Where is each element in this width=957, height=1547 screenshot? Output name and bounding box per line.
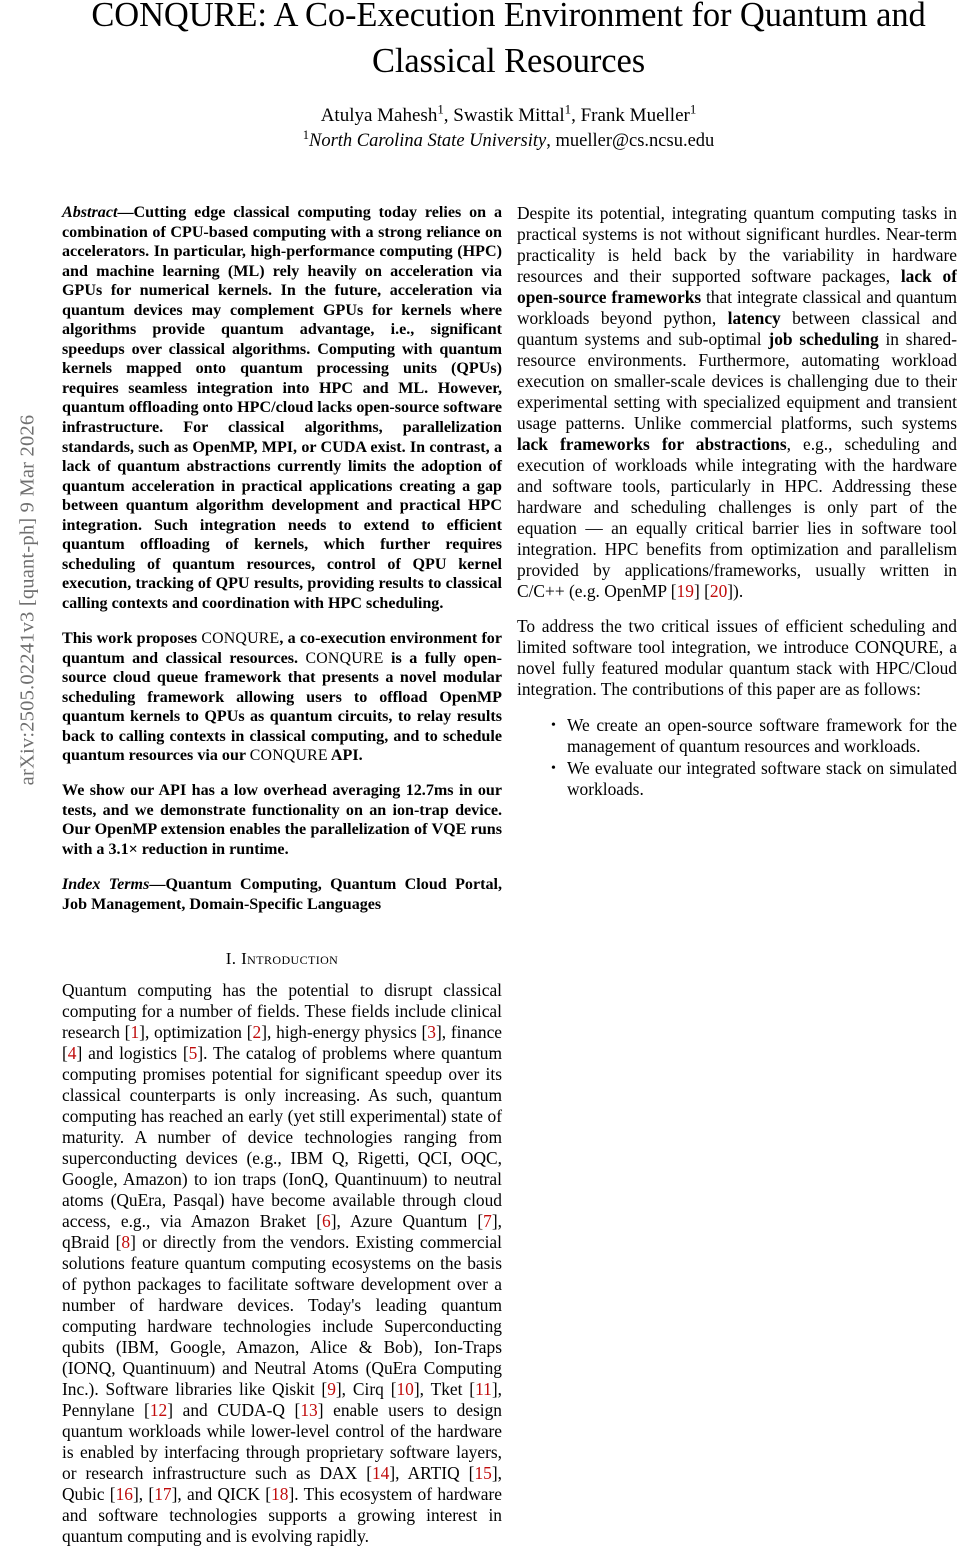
intro-t15: ], ARTIQ [: [389, 1463, 475, 1484]
affiliation-sep: ,: [546, 131, 556, 151]
citation-11[interactable]: 11: [475, 1379, 492, 1400]
intro-t13: ] and CUDA-Q [: [167, 1400, 301, 1421]
intro-paragraph-1: [62, 980, 502, 1547]
intro2-t7: ]).: [727, 581, 744, 601]
citation-2[interactable]: 2: [252, 1022, 262, 1043]
right-column: [517, 203, 957, 801]
intro2-t3: between classical and quantum systems and sub-optimal: [517, 308, 957, 349]
intro-t2: ], optimization [: [139, 1022, 253, 1043]
title-block: [60, 0, 957, 153]
index-terms: [62, 875, 502, 914]
intro-t19: ]. This ecosystem of hardware and software technologies supports a growing interest in quantum computing and is evolving rapidly.: [62, 1484, 503, 1547]
intro-t18: ], and QICK [: [171, 1484, 272, 1505]
abstract-paragraph-1: [62, 203, 502, 613]
index-terms-dash: —: [149, 876, 166, 893]
abstract-label: Abstract: [62, 204, 118, 221]
emphasis-job-scheduling: job scheduling: [768, 329, 879, 349]
index-terms-label: Index Terms: [62, 876, 150, 893]
citation-3[interactable]: 3: [427, 1022, 436, 1043]
section-heading-introduction: I. Introduction: [225, 949, 339, 969]
conqure-smallcaps-2: CONQURE: [305, 649, 384, 667]
citation-17[interactable]: 17: [154, 1484, 172, 1505]
citation-4[interactable]: 4: [67, 1043, 77, 1064]
citation-7[interactable]: 7: [483, 1211, 492, 1232]
affiliation-institution: North Carolina State University: [308, 131, 547, 151]
abstract-text-2d: API.: [327, 747, 363, 765]
intro-t1: Quantum computing has the potential to disrupt classical computing for a number of fields. These fields include clinical research [: [62, 980, 502, 1043]
list-item: • We evaluate our integrated software stack on simulated workloads.: [551, 758, 957, 800]
emphasis-latency: latency: [727, 308, 781, 328]
emphasis-lack-frameworks-for-abstractions: lack frameworks for abstractions: [517, 434, 787, 454]
author-2: Swastik Mittal: [453, 105, 565, 126]
citation-13[interactable]: 13: [300, 1400, 318, 1421]
list-item: • We create an open-source software framework for the management of quantum resources and workloads.: [551, 715, 957, 757]
abstract-paragraph-3: We show our API has a low overhead averaging 12.7ms in our tests, and we demonstrate functionality on an ion-trap device. Our OpenMP extension enables the parallelization of VQE runs with a 3.1× reduction in runtime.: [62, 782, 502, 858]
intro-t11: ], Tket [: [413, 1379, 476, 1400]
abstract-paragraph-2: [62, 629, 502, 766]
intro-t14: ] enable users to design quantum workloads while lower-level control of the hardware is enabled by interfacing through proprietary software layers, or research infrastructure such as DAX [: [62, 1400, 502, 1484]
citation-1[interactable]: 1: [130, 1022, 140, 1043]
intro-t3: ], high-energy physics [: [261, 1022, 428, 1043]
intro-paragraph-2: [517, 203, 957, 602]
citation-6[interactable]: 6: [322, 1211, 331, 1232]
author-3: Frank Mueller: [580, 105, 690, 126]
intro-paragraph-3: To address the two critical issues of efficient scheduling and limited software tool integration, we introduce CONQURE, a novel fully featured modular quantum stack with HPC/Cloud integration. The contributions of this paper are as follows:: [517, 616, 957, 699]
arxiv-stamp-text: arXiv:2505.02241v3 [quant-ph] 9 Mar 2026: [16, 414, 39, 786]
citation-14[interactable]: 14: [371, 1463, 390, 1484]
citation-20[interactable]: 20: [709, 581, 728, 601]
intro-t12: ], Pennylane [: [62, 1379, 502, 1421]
abstract-dash: —: [117, 204, 134, 221]
intro-t16: ], Qubic [: [62, 1463, 502, 1505]
author-line: [60, 101, 957, 128]
citation-8[interactable]: 8: [121, 1232, 131, 1253]
intro-t10: ], Cirq [: [335, 1379, 397, 1400]
author-sep-1: ,: [443, 105, 454, 126]
author-3-affil-marker: 1: [689, 101, 697, 117]
left-column: [62, 203, 502, 1547]
intro-t8: ], qBraid [: [62, 1211, 503, 1253]
intro-t6: ]. The catalog of problems where quantum computing promises potential for significant speedup over its classical counterparts is only increasing. As such, quantum computing has reached an early (yet still experimental) state of maturity. A number of device technologies ranging from superconducting devices (e.g., IBM Q, Rigetti, QCI, OQC, Google, Amazon) to ion traps (IonQ, Quantinuum) to neutral atoms (QuEra, Pasqal) have become available through cloud access, e.g., via Amazon Braket [: [62, 1043, 502, 1232]
emphasis-lack-of-open-source-frameworks: lack of open-source frameworks: [517, 266, 957, 307]
author-sep-2: ,: [571, 105, 581, 126]
intro2-t2: that integrate classical and quantum workloads beyond python,: [517, 287, 957, 328]
conqure-smallcaps-3: CONQURE: [249, 747, 328, 765]
intro2-t5: , e.g., scheduling and execution of workloads while integrating with the hardware and software tools, particularly in HPC. Addressing these hardware and scheduling challenges is only part of the equation — an equally critical barrier lies in software tool integration. HPC benefits from optimization and parallelism provided by applications/frameworks, usually written in C/C++ (e.g. OpenMP [: [517, 434, 957, 601]
citation-5[interactable]: 5: [188, 1043, 198, 1064]
two-column-body: [62, 203, 957, 1547]
author-1: Atulya Mahesh: [320, 105, 438, 126]
intro2-t4: in shared-resource environments. Furthermore, automating workload execution on smaller-scale devices is challenging due to their experimental setting with specialized equipment and transient usage patterns. Unlike commercial platforms, such systems: [517, 329, 957, 433]
abstract-text-2a: This work proposes: [62, 629, 202, 647]
abstract-text-2b: , a co-execution environment for quantum and classical resources.: [62, 629, 502, 667]
citation-18[interactable]: 18: [271, 1484, 289, 1505]
citation-10[interactable]: 10: [396, 1379, 414, 1400]
intro2-t1: Despite its potential, integrating quantum computing tasks in practical systems is not without significant hurdles. Near-term practicality is held back by the variability in hardware resources and their supported software packages,: [517, 203, 957, 286]
abstract-text-2c: is a fully open-source cloud queue framework that presents a novel modular scheduling framework allowing users to offload OpenMP quantum kernels to QPUs as quantum circuits, to relay results back to calling contexts in classical computing, and to schedule quantum resources via our: [62, 649, 502, 765]
intro-t17: ], [: [132, 1484, 155, 1505]
affiliation-marker: 1: [302, 127, 309, 142]
citation-16[interactable]: 16: [115, 1484, 133, 1505]
citation-12[interactable]: 12: [149, 1400, 168, 1421]
contact-email: mueller@cs.ncsu.edu: [555, 131, 715, 151]
intro-t9: ] or directly from the vendors. Existing commercial solutions feature quantum computing ecosystems on the basis of python packages to facilitate software development over a number of hardware devices. Today's leading quantum computing hardware technologies include Superconducting qubits (IBM, Google, Amazon, Alice & Bob), Ion-Traps (IONQ, Quantinuum) and Neutral Atoms (QuEra Computing Inc.). Software libraries like Qiskit [: [62, 1232, 502, 1400]
page-title: CONQURE: A Co-Execution Environment for Quantum and Classical Resources: [91, 0, 926, 80]
author-1-affil-marker: 1: [437, 101, 444, 117]
intro-t5: ] and logistics [: [76, 1043, 189, 1064]
conqure-smallcaps-1: CONQURE: [201, 629, 280, 647]
affiliation-line: [60, 129, 957, 153]
contributions-list: [517, 715, 957, 800]
intro-t7: ], Azure Quantum [: [330, 1211, 484, 1232]
author-2-affil-marker: 1: [564, 101, 572, 117]
citation-15[interactable]: 15: [474, 1463, 492, 1484]
citation-19[interactable]: 19: [676, 581, 694, 601]
intro2-t6: ] [: [693, 581, 710, 601]
intro-t4: ], finance [: [62, 1022, 503, 1064]
citation-9[interactable]: 9: [327, 1379, 336, 1400]
index-terms-values: Quantum Computing, Quantum Cloud Portal, Job Management, Domain-Specific Languages: [62, 876, 502, 913]
abstract-text-1: Cutting edge classical computing today relies on a combination of CPU-based computing with a strong reliance on accelerators. In particular, high-performance computing (HPC) and machine learning (ML) rely heavily on acceleration via GPUs for numerical kernels. In the future, acceleration via quantum devices may complement GPUs for kernels where algorithms provide quantum advantage, i.e., significant speedups over classical algorithms. Computing with quantum kernels mapped onto quantum processing units (QPUs) requires seamless integration into HPC and ML. However, quantum offloading onto HPC/cloud lacks open-source software infrastructure. For classical algorithms, parallelization standards, such as OpenMP, MPI, or CUDA exist. In contrast, a lack of quantum abstractions currently limits the adoption of quantum acceleration in practical applications creating a gap between quantum algorithm development and practical HPC integration. Such integration needs to extend to efficient quantum offloading of kernels, which further requires scheduling of quantum resources, control of QPU kernel execution, tracking of QPU results, providing results to classical calling contexts and coordination with HPC scheduling.: [62, 204, 502, 612]
